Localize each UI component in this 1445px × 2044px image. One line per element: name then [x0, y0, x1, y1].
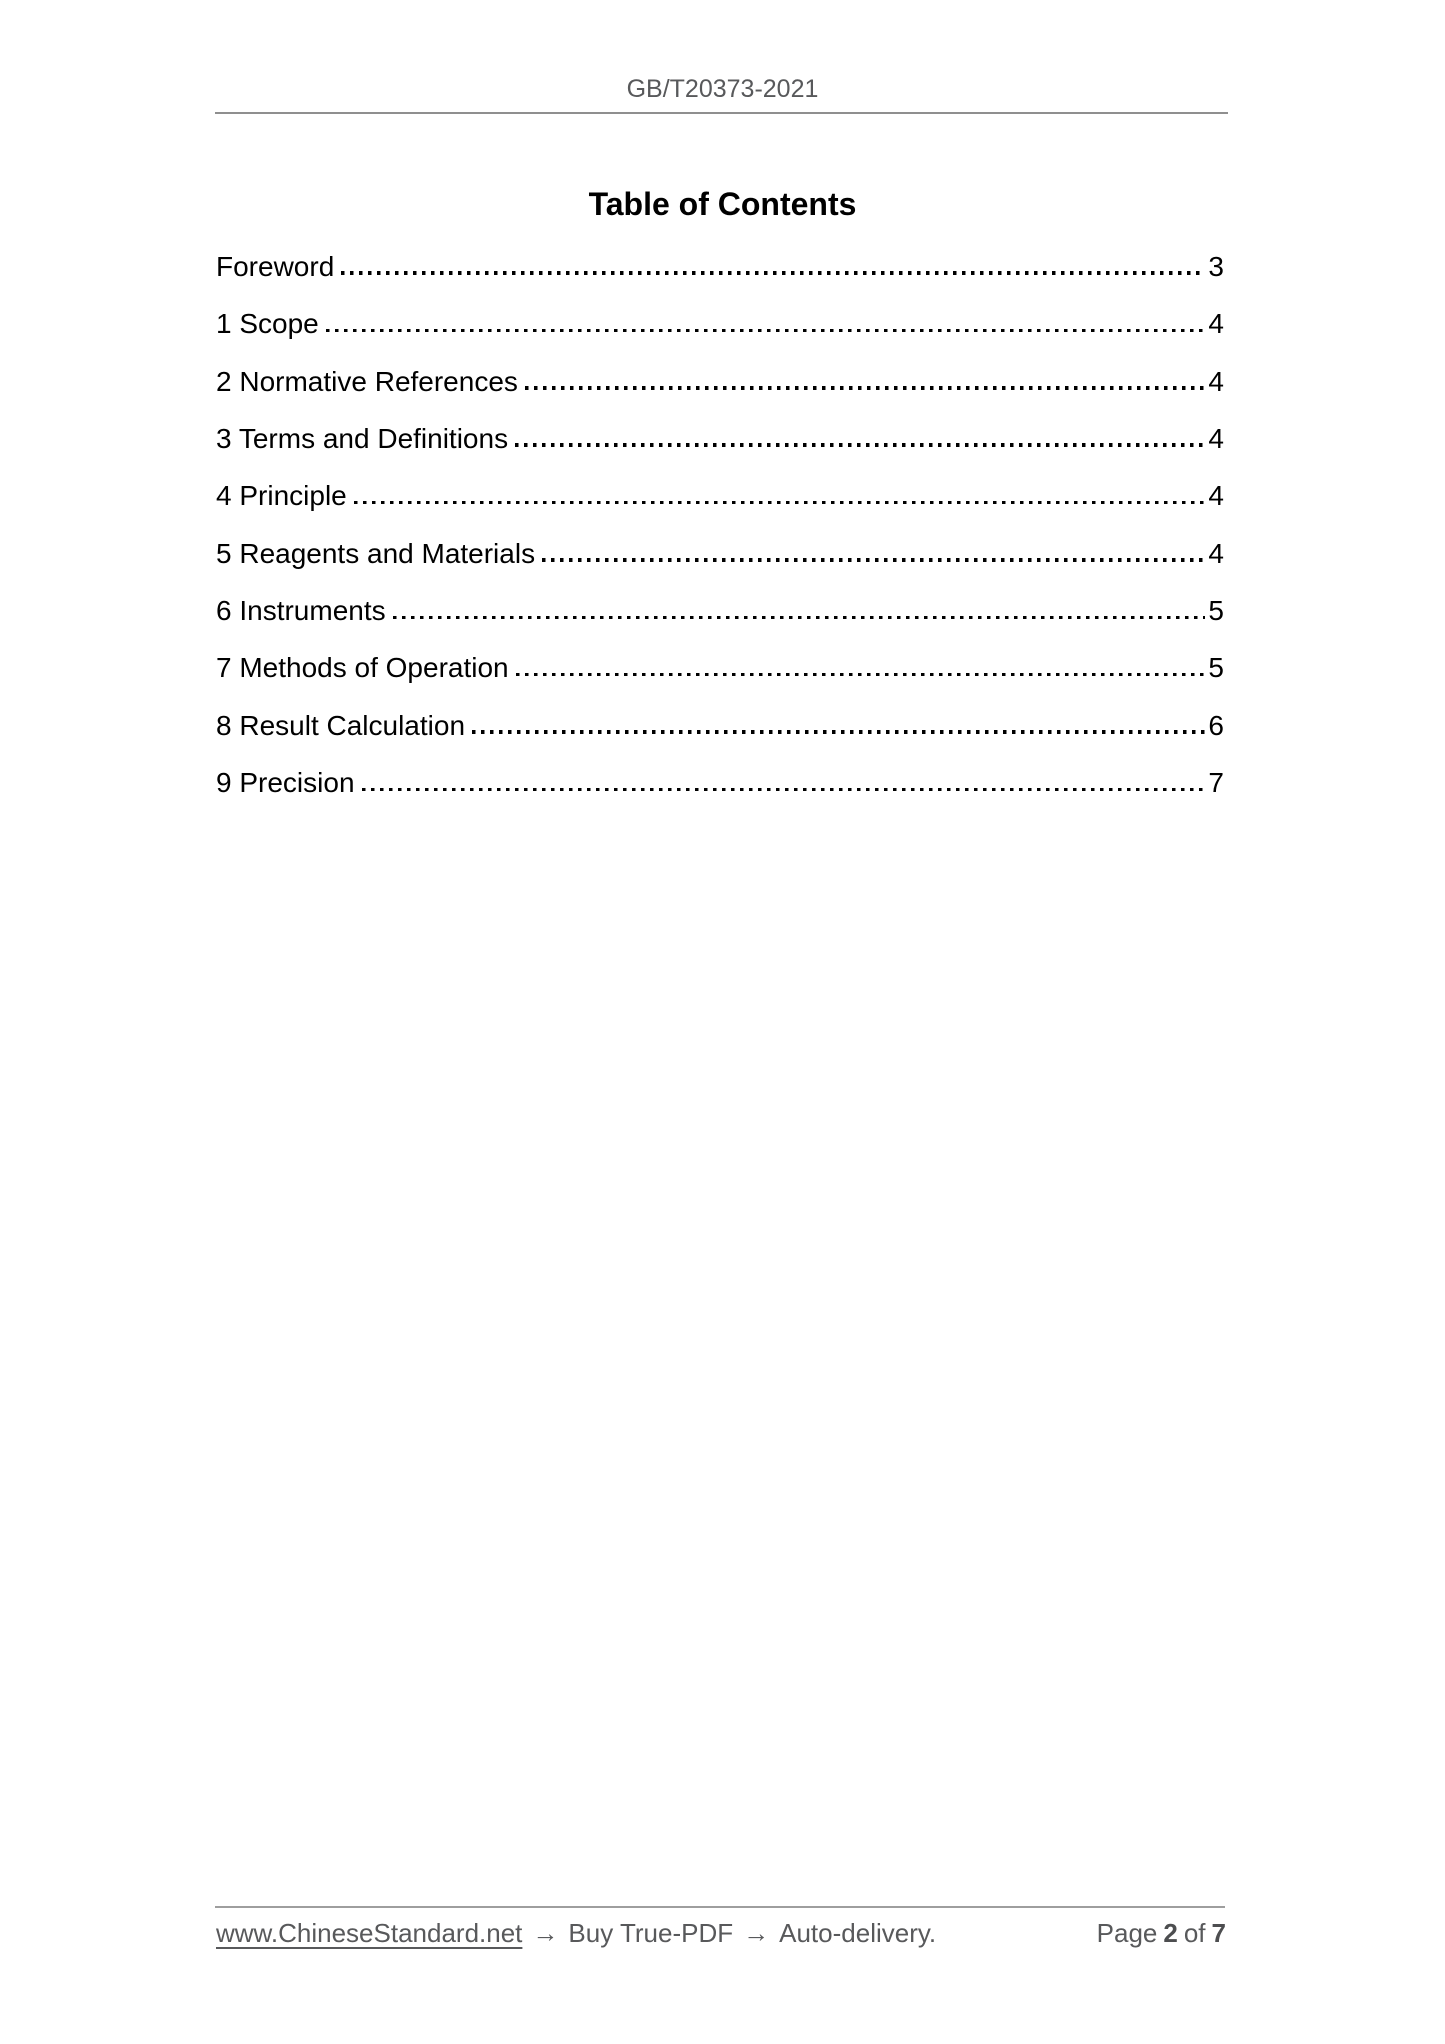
- toc-entry-label: 1 Scope: [216, 308, 319, 340]
- toc-row: [216, 525, 1224, 582]
- dot-leader: [362, 754, 1206, 811]
- footer-page-indicator: [1097, 1914, 1226, 1952]
- dot-leader: [525, 353, 1206, 410]
- toc-row: [216, 353, 1224, 410]
- footer-page-total: 7: [1211, 1918, 1226, 1948]
- toc-entry-page: 3: [1208, 251, 1224, 282]
- table-of-contents: [216, 238, 1224, 811]
- footer-of-label: of: [1183, 1918, 1206, 1948]
- dot-leader: [393, 582, 1206, 639]
- header-rule: [215, 112, 1228, 114]
- toc-entry-page: 5: [1208, 595, 1224, 627]
- toc-entry-label: 9 Precision: [216, 767, 355, 799]
- toc-entry-page: 4: [1208, 537, 1224, 569]
- toc-entry-page: 7: [1208, 767, 1224, 799]
- page-title: Table of Contents: [588, 186, 857, 222]
- toc-entry-page: 4: [1208, 480, 1224, 512]
- right-arrow-icon: →: [532, 1918, 559, 1948]
- toc-entry-page: 4: [1208, 423, 1224, 455]
- dot-leader: [516, 639, 1206, 696]
- footer-page-current: 2: [1163, 1918, 1178, 1948]
- footer-page-label: Page: [1096, 1918, 1158, 1948]
- toc-entry-page: 5: [1208, 652, 1224, 684]
- dot-leader: [472, 697, 1205, 754]
- dot-leader: [515, 410, 1205, 467]
- header-doc-number: GB/T20373-2021: [626, 75, 819, 103]
- toc-entry-page: 4: [1208, 365, 1224, 397]
- toc-entry-label: 8 Result Calculation: [216, 709, 466, 741]
- toc-row: [216, 582, 1224, 639]
- footer-rule: [215, 1906, 1225, 1908]
- footer-buy-label: Buy True-PDF: [568, 1918, 734, 1948]
- toc-entry-label: 7 Methods of Operation: [216, 652, 509, 684]
- toc-row: [216, 295, 1224, 352]
- dot-leader: [341, 238, 1205, 295]
- dot-leader: [354, 467, 1206, 524]
- dot-leader: [326, 295, 1206, 352]
- toc-entry-label: 6 Instruments: [216, 595, 386, 627]
- footer-website-link[interactable]: www.ChineseStandard.net: [216, 1918, 523, 1948]
- toc-row: [216, 697, 1224, 754]
- toc-entry-page: 6: [1208, 709, 1224, 741]
- toc-row: [216, 238, 1224, 295]
- toc-entry-label: 3 Terms and Definitions: [216, 423, 509, 455]
- toc-entry-label: Foreword: [216, 251, 335, 282]
- toc-row: [216, 410, 1224, 467]
- toc-row: [216, 467, 1224, 524]
- footer-promo: [216, 1914, 936, 1952]
- toc-entry-label: 5 Reagents and Materials: [216, 537, 536, 569]
- toc-row: [216, 639, 1224, 696]
- footer-delivery-label: Auto-delivery.: [779, 1918, 937, 1948]
- toc-row: [216, 754, 1224, 811]
- dot-leader: [542, 525, 1205, 582]
- toc-entry-page: 4: [1208, 308, 1224, 340]
- toc-entry-label: 2 Normative References: [216, 365, 518, 397]
- toc-entry-label: 4 Principle: [216, 480, 347, 512]
- footer: [216, 1914, 1226, 1952]
- right-arrow-icon: →: [743, 1918, 770, 1948]
